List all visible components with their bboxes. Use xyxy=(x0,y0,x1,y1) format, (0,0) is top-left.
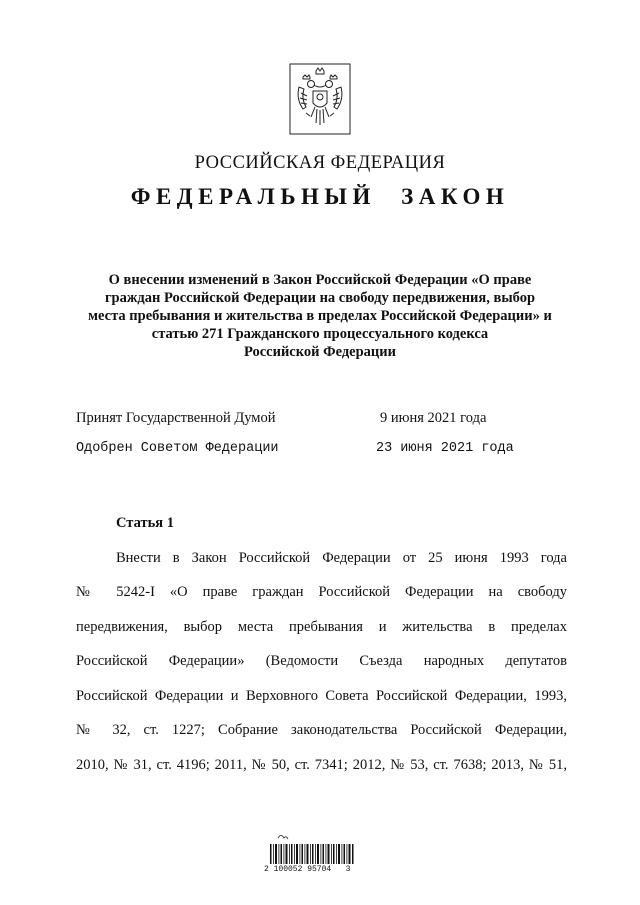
country-name: РОССИЙСКАЯ ФЕДЕРАЦИЯ xyxy=(194,153,446,173)
article-text-line: № 32, ст. 1227; Собрание законодательства Российской Федерации, xyxy=(76,722,567,738)
article-text-line: Внести в Закон Российской Федерации от 25 июня 1993 года xyxy=(116,550,567,566)
article-text-line: № 5242-I «О праве граждан Российской Федерации на свободу xyxy=(76,584,567,600)
article-text-line: Российской Федерации и Верховного Совета Российской Федерации, 1993, xyxy=(76,688,567,704)
subject-line: Российской Федерации xyxy=(243,344,396,360)
article-text-line: передвижения, выбор места пребывания и жительства в пределах xyxy=(76,619,567,635)
barcode-number: 2 100052 95704 3 xyxy=(264,865,351,874)
subject-line: места пребывания и жительства в пределах Российской Федерации» и xyxy=(88,308,552,324)
duma-adoption-label: Принят Государственной Думой xyxy=(76,410,276,426)
council-approval-date: 23 июня 2021 года xyxy=(376,441,514,456)
law-subject xyxy=(70,271,570,361)
coat-of-arms-emblem xyxy=(289,63,351,135)
subject-line: О внесении изменений в Закон Российской Федерации «О праве xyxy=(108,272,532,288)
subject-line: статью 271 Гражданского процессуального кодекса xyxy=(151,326,489,342)
duma-adoption-date: 9 июня 2021 года xyxy=(380,410,487,426)
subject-line: граждан Российской Федерации на свободу передвижения, выбор xyxy=(104,290,536,306)
council-approval-label: Одобрен Советом Федерации xyxy=(76,441,279,456)
law-title: ФЕДЕРАЛЬНЫЙ ЗАКОН xyxy=(130,184,510,209)
article-heading: Статья 1 xyxy=(116,515,174,531)
article-text-line: Российской Федерации» (Ведомости Съезда народных депутатов xyxy=(76,653,567,669)
article-text-line: 2010, № 31, ст. 4196; 2011, № 50, ст. 7341; 2012, № 53, ст. 7638; 2013, № 51, xyxy=(76,757,567,773)
